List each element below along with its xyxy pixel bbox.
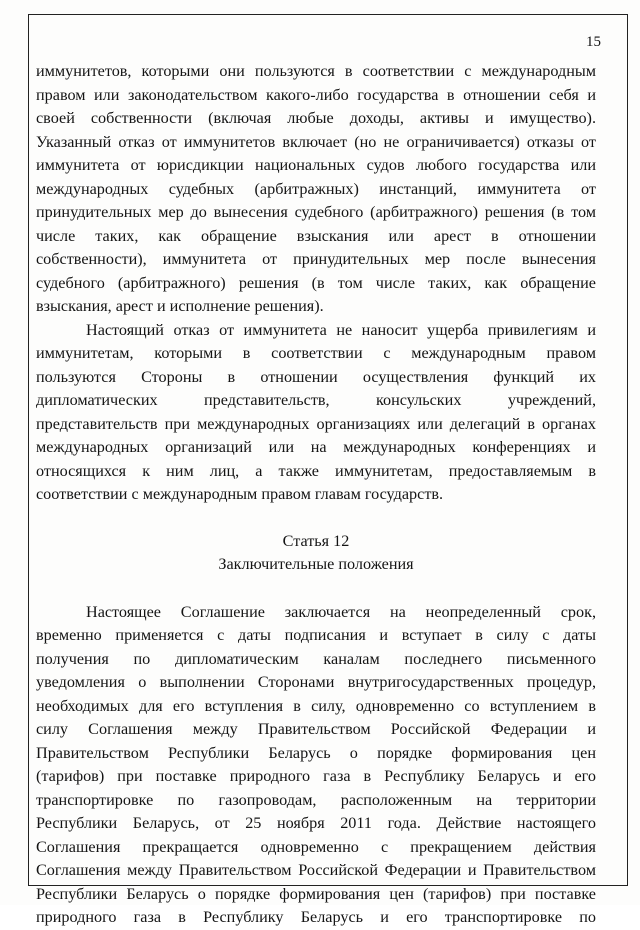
paragraph-immunity-waiver — [36, 60, 596, 319]
text-line: соответствии с международным правом главам государств. — [36, 485, 444, 503]
article-number: Статья 12 — [282, 531, 350, 550]
frame-border-right — [627, 14, 628, 886]
text-line: собственности), иммунитета от принудительных мер после вынесения — [36, 250, 596, 268]
text-line: судебного (арбитражного) решения (в том числе таких, как обращение — [36, 273, 596, 292]
text-line: Соглашения между Правительством Российской Федерации и Правительством — [36, 861, 596, 879]
text-line: правом или законодательством какого-либо государства в отношении себя и — [36, 85, 596, 104]
frame-border-left — [28, 14, 29, 886]
text-line: иммунитетов, которыми они пользуются в соответствии с международным — [36, 62, 596, 80]
text-line: Указанный отказ от иммунитетов включает (но не ограничивается) отказы от — [36, 132, 596, 151]
text-line: силу Соглашения между Правительством Российской Федерации и — [36, 720, 596, 738]
text-line: своей собственности (включая любые доходы, активы и имущество). — [36, 109, 596, 127]
text-line: получения по дипломатическим каналам последнего письменного — [36, 649, 596, 668]
text-line: международных организаций или на международных конференциях и — [36, 438, 596, 456]
text-line: иммунитета от юрисдикции национальных судов любого государства или — [36, 156, 596, 174]
text-line: пользуются Стороны в отношении осуществления функций их — [36, 367, 596, 386]
article-title: Заключительные положения — [218, 555, 414, 573]
text-line: международных судебных (арбитражных) инстанций, иммунитета от — [36, 179, 596, 198]
text-line: Настоящий отказ от иммунитета не наносит ущерба привилегиям и — [86, 320, 596, 339]
document-body — [36, 60, 596, 930]
paragraph-final-provisions — [36, 601, 596, 930]
paragraph-immunity-privileges — [36, 319, 596, 507]
page-number: 15 — [586, 34, 601, 50]
text-line: представительств при международных организациях или делегаций в органах — [36, 414, 596, 433]
text-line: необходимых для его вступления в силу, одновременно со вступлением в — [36, 696, 596, 715]
text-line: уведомления о выполнении Сторонами внутригосударственных процедур, — [36, 673, 596, 691]
text-line: (тарифов) при поставке природного газа в Республику Беларусь и его — [36, 767, 596, 785]
text-line: Республики Беларусь, от 25 ноября 2011 года. Действие настоящего — [36, 814, 596, 832]
text-line: Республики Беларусь о порядке формирования цен (тарифов) при поставке — [36, 884, 596, 903]
text-line: иммунитетам, которыми в соответствии с международным правом — [36, 344, 596, 362]
text-line: Правительством Республики Беларусь о порядке формирования цен — [36, 743, 596, 762]
text-line: Соглашения прекращается одновременно с прекращением действия — [36, 837, 596, 856]
text-line: транспортировке по газопроводам, расположенным на территории — [36, 790, 596, 809]
text-line: взыскания, арест и исполнение решения). — [36, 297, 324, 315]
text-line: временно применяется с даты подписания и вступает в силу с даты — [36, 626, 596, 644]
text-line: Настоящее Соглашение заключается на неопределенный срок, — [86, 602, 596, 621]
text-line: числе таких, как обращение взыскания или арест в отношении — [36, 226, 596, 245]
frame-border-top — [28, 14, 628, 15]
text-line: дипломатических представительств, консульских учреждений, — [36, 391, 596, 409]
text-line: природного газа в Республику Беларусь и его транспортировке по — [36, 908, 596, 926]
text-line: относящихся к ним лиц, а также иммунитетам, предоставляемым в — [36, 461, 596, 480]
text-line: принудительных мер до вынесения судебного (арбитражного) решения (в том — [36, 203, 596, 221]
